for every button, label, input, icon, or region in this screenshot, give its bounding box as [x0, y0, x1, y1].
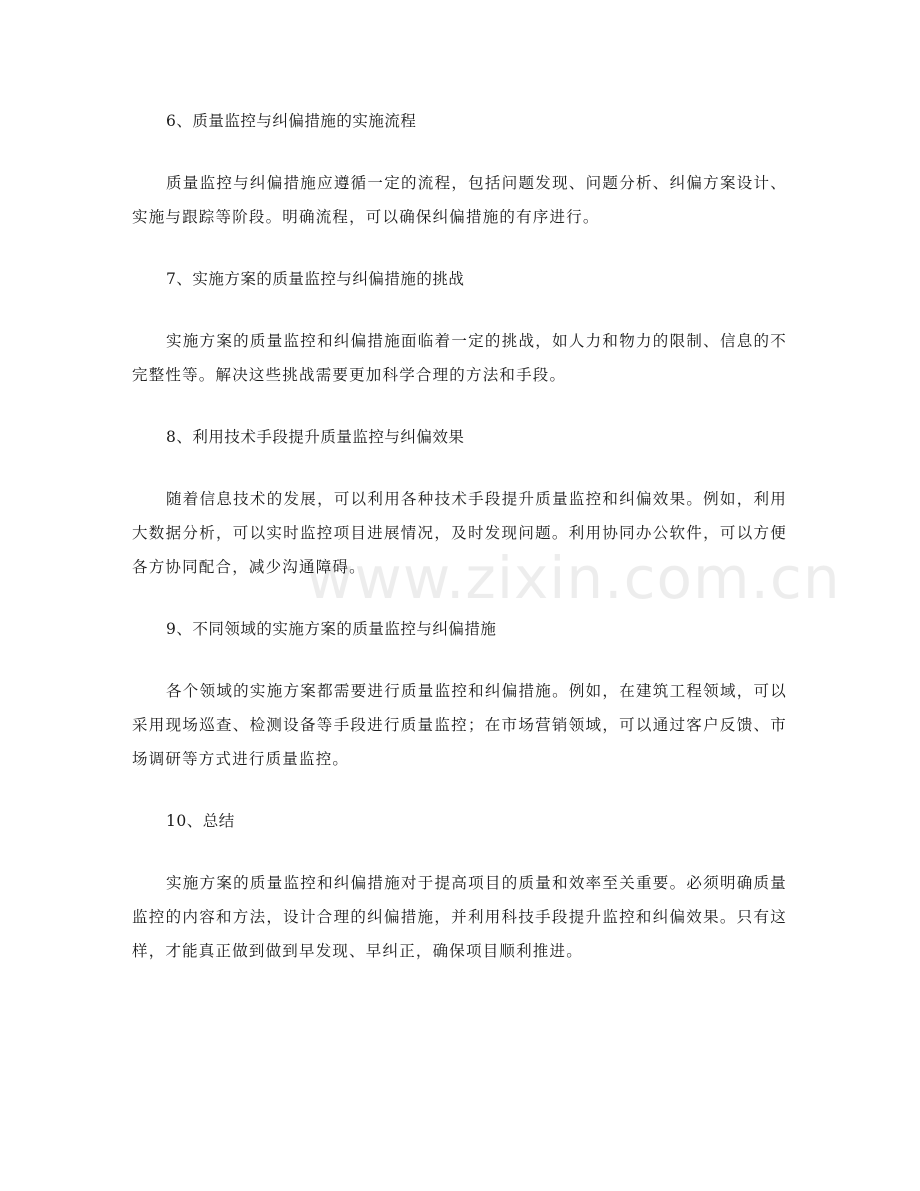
section-body-6: 质量监控与纠偏措施应遵循一定的流程，包括问题发现、问题分析、纠偏方案设计、实施与跟踪等阶段。明确流程，可以确保纠偏措施的有序进行。 — [132, 174, 787, 226]
section-heading-7: 7、实施方案的质量监控与纠偏措施的挑战 — [166, 270, 465, 288]
section-heading-8: 8、利用技术手段提升质量监控与纠偏效果 — [166, 428, 465, 446]
section-heading-6: 6、质量监控与纠偏措施的实施流程 — [166, 112, 417, 130]
section-body-7: 实施方案的质量监控和纠偏措施面临着一定的挑战，如人力和物力的限制、信息的不完整性等。解决这些挑战需要更加科学合理的方法和手段。 — [132, 332, 787, 384]
section-body-9: 各个领域的实施方案都需要进行质量监控和纠偏措施。例如，在建筑工程领域，可以采用现场巡查、检测设备等手段进行质量监控；在市场营销领域，可以通过客户反馈、市场调研等方式进行质量监控。 — [132, 682, 787, 768]
section-body-10: 实施方案的质量监控和纠偏措施对于提高项目的质量和效率至关重要。必须明确质量监控的内容和方法，设计合理的纠偏措施，并利用科技手段提升监控和纠偏效果。只有这样，才能真正做到做到早发现、早纠正，确保项目顺利推进。 — [132, 874, 787, 960]
document-content — [132, 104, 787, 996]
watermark-text: www.zixin.com.cn — [306, 544, 841, 612]
section-heading-9: 9、不同领域的实施方案的质量监控与纠偏措施 — [166, 620, 497, 638]
section-heading-10: 10、总结 — [166, 812, 235, 830]
section-body-8: 随着信息技术的发展，可以利用各种技术手段提升质量监控和纠偏效果。例如，利用大数据分析，可以实时监控项目进展情况，及时发现问题。利用协同办公软件，可以方便各方协同配合，减少沟通障碍。 — [132, 490, 787, 576]
